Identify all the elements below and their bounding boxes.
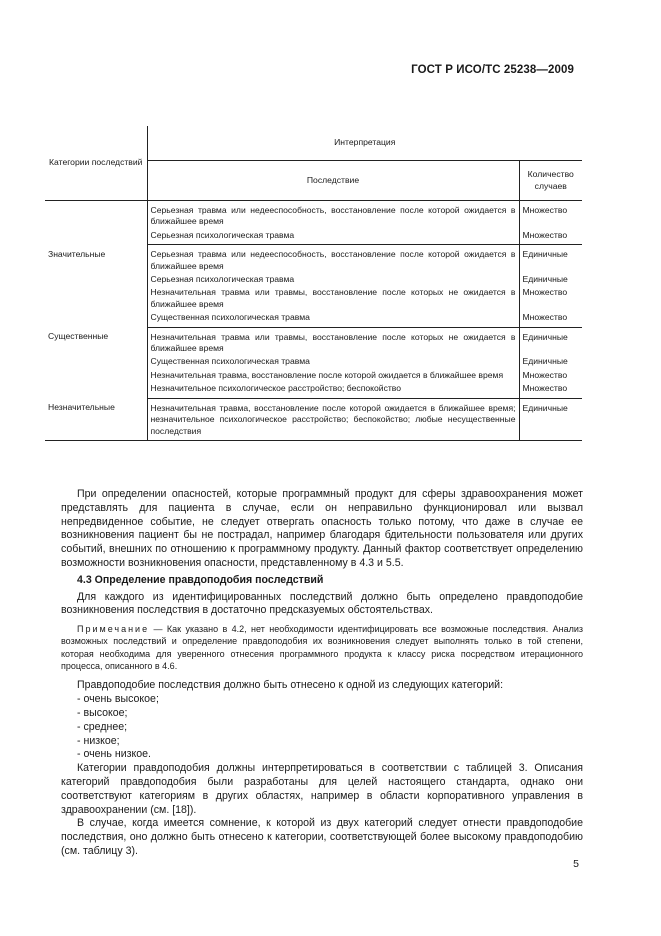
count-cell: Единичные bbox=[522, 249, 568, 260]
consequence-cell: Незначительная травма, восстановление после которой ожидается в ближайшее время; незначительное психологическое расстройство; беспокойство; любые несущественные последствия bbox=[147, 398, 519, 440]
count-cell: Множество bbox=[519, 228, 582, 245]
table-row bbox=[45, 245, 582, 272]
category-cell: Существенные bbox=[45, 327, 147, 398]
consequence-cell: Серьезная травма или недееспособность, восстановление после которой ожидается в ближайшее время bbox=[147, 201, 519, 228]
consequence-cell: Серьезная психологическая травма bbox=[147, 272, 519, 285]
count-cell: Единичные bbox=[519, 398, 582, 440]
consequence-cell: Серьезная травма или недееспособность, восстановление после которой ожидается в ближайшее время bbox=[147, 245, 519, 272]
count-cell: Множество bbox=[522, 205, 568, 215]
paragraph: В случае, когда имеется сомнение, к которой из двух категорий следует отнести правдоподобие последствия, оно должно быть отнесено к категории, соответствующей более высокому правдоподобию (см. таблицу 3). bbox=[61, 817, 583, 857]
table-body bbox=[45, 201, 582, 441]
note bbox=[61, 623, 583, 672]
body-text bbox=[61, 488, 583, 859]
note-body: — Как указано в 4.2, нет необходимости идентифицировать все возможные последствия. Анализ возможных последствий и определение правдоподобия их возникновения следует выполнять только в той степени, которая необходима для уверенного отнесения программного продукта к классу риска посредством итерационного процесса, описанного в 4.6. bbox=[61, 624, 583, 672]
count-cell: Множество bbox=[519, 381, 582, 398]
table-row bbox=[45, 327, 582, 354]
consequence-cell: Незначительная травма, восстановление после которой ожидается в ближайшее время bbox=[147, 368, 519, 381]
consequence-cell: Существенная психологическая травма bbox=[147, 310, 519, 327]
table-row bbox=[45, 398, 582, 440]
list-item: - очень низкое. bbox=[77, 748, 151, 761]
count-cell: Множество bbox=[522, 287, 568, 298]
consequence-cell: Незначительное психологическое расстройство; беспокойство bbox=[147, 381, 519, 398]
consequence-cell: Незначительная травма или травмы, восстановление после которых не ожидается в ближайшее время bbox=[147, 285, 519, 310]
header-count: Количество случаев bbox=[519, 161, 582, 201]
paragraph: При определении опасностей, которые программный продукт для сферы здравоохранения может представлять для пациента в случае, если он неправильно функционировал или вызвал непредвиденное событие, не следует отвергать опасность только потому, что даже в случае ее возникновения пациент бы не пострадал, например благодаря бдительности пользователя или других событий, внешних по отношению к программному продукту. Данный фактор соответствует определению возможности возникновения опасности, представленному в 4.3 и 5.5. bbox=[61, 488, 583, 569]
table-row bbox=[45, 201, 582, 228]
page-number: 5 bbox=[573, 858, 579, 870]
count-cell: Множество bbox=[519, 310, 582, 327]
document-code: ГОСТ Р ИСО/ТС 25238—2009 bbox=[411, 64, 574, 76]
section-title: 4.3 Определение правдоподобия последствий bbox=[77, 573, 324, 586]
consequence-cell: Незначительная травма или травмы, восстановление после которых не ожидается в ближайшее время bbox=[147, 327, 519, 354]
consequences-table bbox=[45, 126, 582, 441]
list-item: - высокое; bbox=[77, 706, 128, 719]
list-item: - среднее; bbox=[77, 720, 128, 733]
header-category: Категории последствий bbox=[45, 126, 147, 201]
header-interpretation: Интерпретация bbox=[147, 126, 582, 161]
category-cell bbox=[45, 201, 147, 245]
paragraph: Для каждого из идентифицированных последствий должно быть определено правдоподобие возникновения последствия в достаточно предсказуемых обстоятельствах. bbox=[61, 590, 583, 617]
paragraph: Правдоподобие последствия должно быть отнесено к одной из следующих категорий: bbox=[77, 679, 504, 692]
count-cell: Множество bbox=[522, 369, 568, 380]
count-cell: Единичные bbox=[522, 274, 568, 285]
note-label: Примечание bbox=[77, 624, 150, 635]
consequence-cell: Серьезная психологическая травма bbox=[147, 228, 519, 245]
list-item: - очень высокое; bbox=[77, 693, 159, 706]
paragraph: Категории правдоподобия должны интерпретироваться в соответствии с таблицей 3. Описания категорий правдоподобия были разработаны для целей настоящего стандарта, однако они соответствуют категориям в других областях, например в области корпоративного управления в здравоохранении (см. [18]). bbox=[61, 762, 583, 816]
consequence-cell: Существенная психологическая травма bbox=[147, 354, 519, 367]
header-consequence: Последствие bbox=[147, 161, 519, 201]
count-cell: Единичные bbox=[522, 356, 568, 367]
category-cell: Значительные bbox=[45, 245, 147, 327]
count-cell: Единичные bbox=[522, 331, 568, 342]
list-item: - низкое; bbox=[77, 734, 120, 747]
category-cell: Незначительные bbox=[45, 398, 147, 440]
